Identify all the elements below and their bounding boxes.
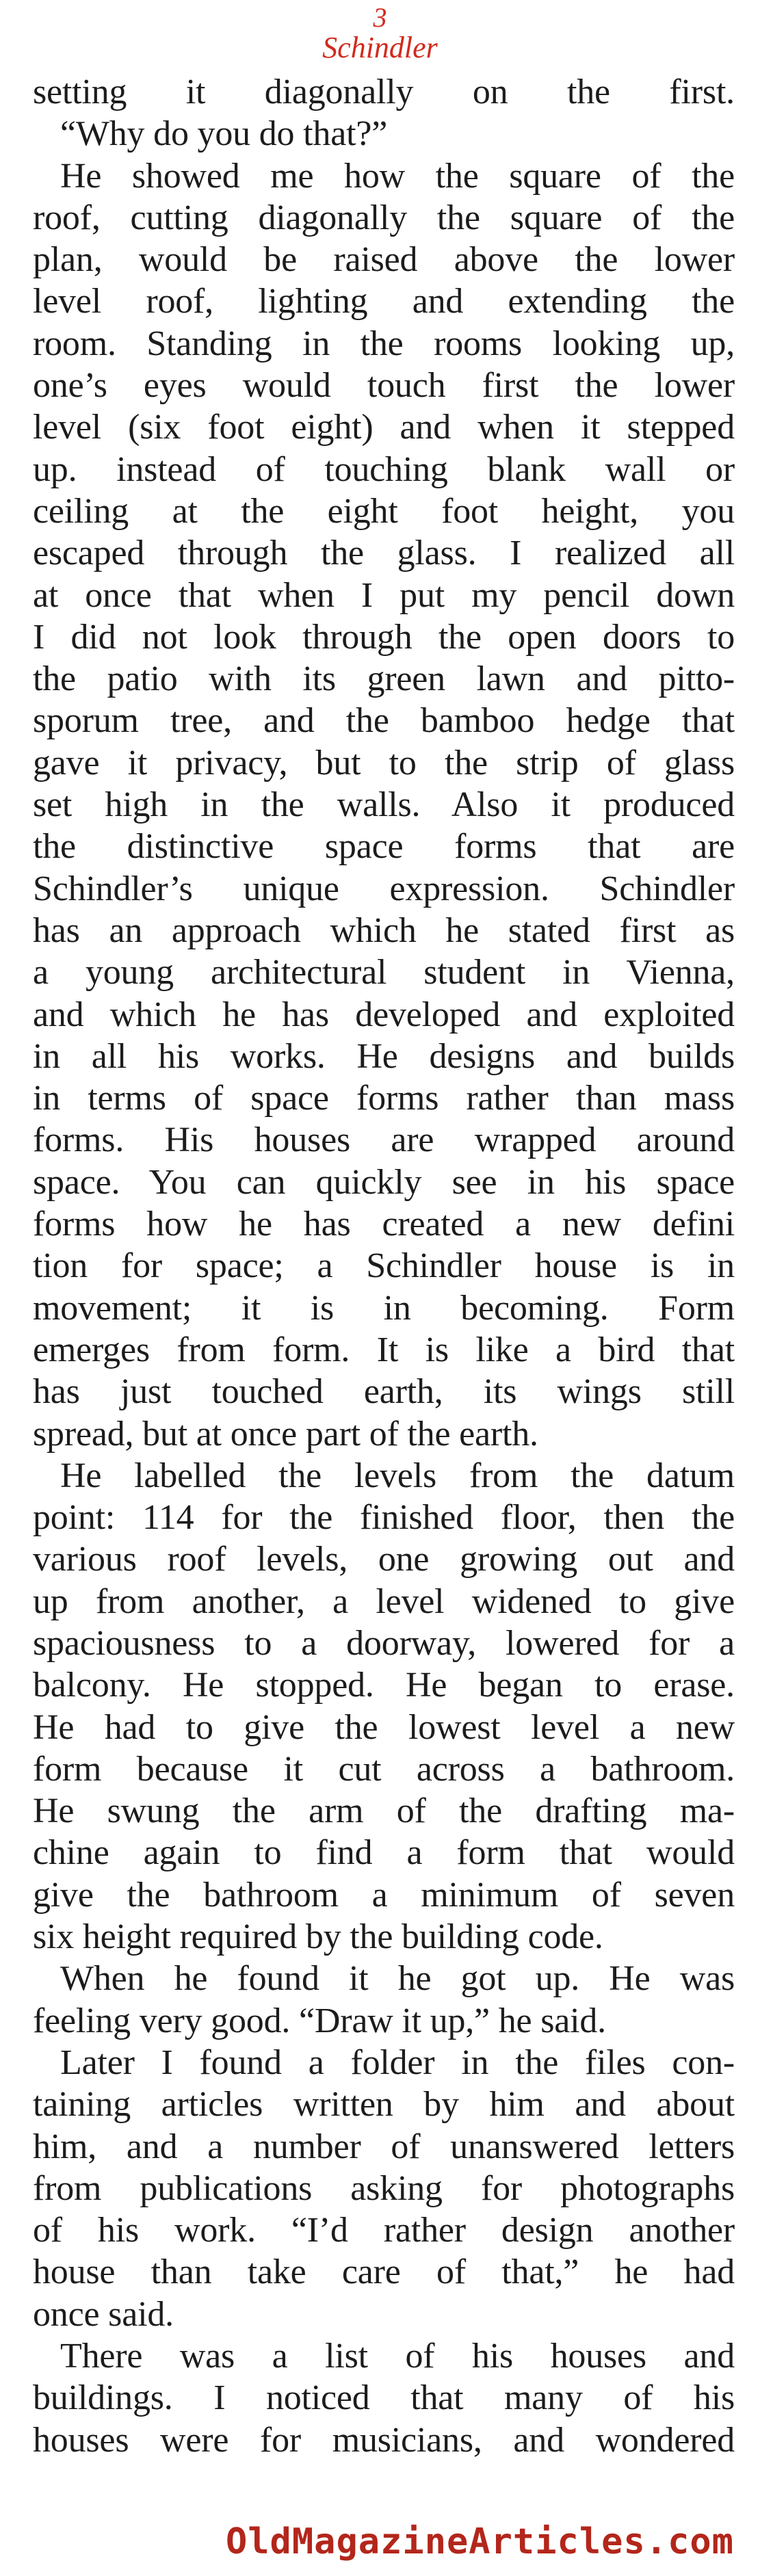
text-line: He had to give the lowest level a new: [33, 1707, 735, 1747]
text-line: balcony. He stopped. He began to erase.: [33, 1666, 735, 1705]
text-line: chine again to find a form that would: [33, 1833, 735, 1873]
text-line: forms how he has created a new defini: [33, 1205, 735, 1244]
text-line: level roof, lighting and extending the: [33, 282, 735, 321]
text-line: in all his works. He designs and builds: [33, 1036, 735, 1076]
text-line: He labelled the levels from the datum: [60, 1456, 735, 1495]
text-line: gave it privacy, but to the strip of glass: [33, 743, 735, 783]
text-line: sporum tree, and the bamboo hedge that: [33, 701, 735, 741]
text-line: space. You can quickly see in his space: [33, 1162, 735, 1202]
text-line: six height required by the building code.: [33, 1917, 603, 1957]
text-line: the distinctive space forms that are: [33, 827, 735, 867]
page-number: 3: [373, 2, 387, 33]
text-line: spaciousness to a doorway, lowered for a: [33, 1623, 735, 1663]
text-line: escaped through the glass. I realized all: [33, 534, 735, 573]
text-line: once said.: [33, 2294, 174, 2334]
text-line: movement; it is in becoming. Form: [33, 1288, 735, 1328]
text-line: setting it diagonally on the first.: [33, 73, 735, 111]
text-line: set high in the walls. Also it produced: [33, 785, 735, 825]
text-line: emerges from form. It is like a bird that: [33, 1330, 735, 1369]
text-line: taining articles written by him and about: [33, 2085, 735, 2125]
text-line: There was a list of his houses and: [60, 2337, 735, 2376]
text-line: a young architectural student in Vienna,: [33, 953, 735, 993]
text-line: house than take care of that,” he had: [33, 2252, 735, 2292]
article-body: [33, 71, 735, 2461]
running-title: Schindler: [322, 31, 438, 64]
text-line: forms. His houses are wrapped around: [33, 1120, 735, 1160]
text-line: Later I found a folder in the files con-: [60, 2042, 735, 2082]
page-footer: [0, 2512, 760, 2576]
text-line: has just touched earth, its wings still: [33, 1372, 735, 1412]
text-line: room. Standing in the rooms looking up,: [33, 324, 735, 363]
text-line: He swung the arm of the drafting ma-: [33, 1791, 735, 1831]
text-line: at once that when I put my pencil down: [33, 575, 735, 615]
text-line: up from another, a level widened to give: [33, 1581, 735, 1621]
text-line: spread, but at once part of the earth.: [33, 1414, 538, 1454]
text-line: level (six foot eight) and when it stepped: [33, 408, 735, 447]
text-line: “Why do you do that?”: [60, 114, 388, 154]
text-line: form because it cut across a bathroom.: [33, 1749, 735, 1789]
text-line: one’s eyes would touch first the lower: [33, 366, 735, 406]
text-line: has an approach which he stated first as: [33, 910, 735, 950]
text-line: Schindler’s unique expression. Schindler: [33, 869, 735, 908]
text-line: plan, would be raised above the lower: [33, 240, 735, 280]
text-line: various roof levels, one growing out and: [33, 1540, 735, 1579]
text-line: I did not look through the open doors to: [33, 617, 735, 657]
text-line: feeling very good. “Draw it up,” he said.: [33, 2001, 606, 2040]
text-line: and which he has developed and exploited: [33, 995, 735, 1034]
text-line: ceiling at the eight foot height, you: [33, 491, 735, 531]
text-line: houses were for musicians, and wondered: [33, 2420, 735, 2460]
text-line: point: 114 for the finished floor, then the: [33, 1498, 735, 1538]
text-line: He showed me how the square of the: [60, 156, 735, 196]
text-line: in terms of space forms rather than mass: [33, 1079, 735, 1118]
text-line: up. instead of touching blank wall or: [33, 449, 735, 489]
text-line: buildings. I noticed that many of his: [33, 2378, 735, 2418]
text-line: When he found it he got up. He was: [60, 1959, 735, 1999]
text-line: from publications asking for photographs: [33, 2168, 735, 2208]
text-line: the patio with its green lawn and pitto-: [33, 659, 735, 699]
text-line: roof, cutting diagonally the square of the: [33, 198, 735, 237]
text-line: tion for space; a Schindler house is in: [33, 1246, 735, 1286]
text-line: give the bathroom a minimum of seven: [33, 1875, 735, 1915]
text-line: of his work. “I’d rather design another: [33, 2211, 735, 2250]
text-line: him, and a number of unanswered letters: [33, 2127, 735, 2166]
site-watermark[interactable]: OldMagazineArticles.com: [225, 2521, 734, 2562]
